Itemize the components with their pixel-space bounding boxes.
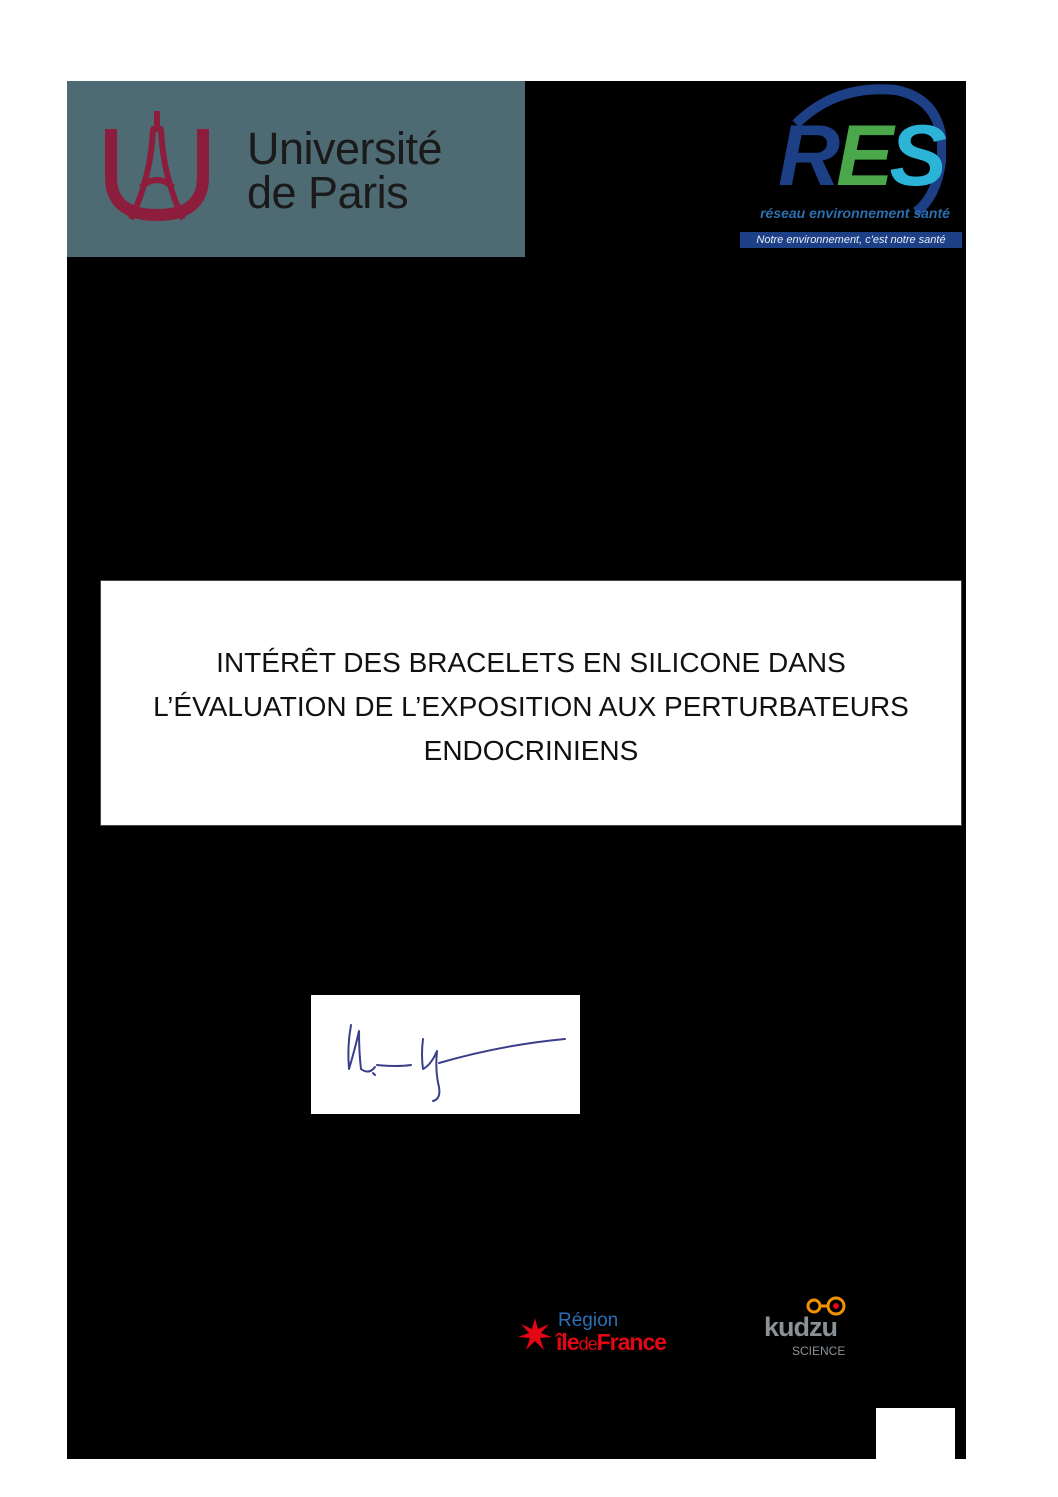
france-label: France (596, 1329, 667, 1355)
res-motto: Notre environnement, c'est notre santé (740, 232, 962, 248)
eiffel-u-logo-icon (97, 107, 217, 229)
handwritten-signature-icon (311, 995, 580, 1114)
page-number-box (876, 1408, 955, 1459)
de-label: de (578, 1334, 597, 1354)
res-letters: RES (778, 108, 943, 204)
ile-de-france-label (556, 1329, 666, 1357)
university-name (247, 123, 443, 218)
universite-de-paris-logo (67, 81, 525, 257)
title-line-2: L’ÉVALUATION DE L’EXPOSITION AUX PERTURBATEURS (153, 691, 909, 722)
kudzu-name: kudzu (764, 1312, 837, 1342)
kudzu-science-logo (760, 1296, 860, 1360)
title-line-1: INTÉRÊT DES BRACELETS EN SILICONE DANS (216, 647, 846, 678)
document-title (101, 641, 961, 773)
res-logo (738, 82, 966, 252)
title-line-3: ENDOCRINIENS (423, 735, 639, 766)
university-name-line2: de Paris (247, 167, 409, 218)
university-name-line1: Université (247, 123, 443, 174)
kudzu-subtitle: SCIENCE (792, 1344, 846, 1358)
signature-box (311, 995, 580, 1114)
region-ile-de-france-logo (518, 1310, 698, 1360)
star-icon (518, 1318, 552, 1352)
region-label: Région (558, 1310, 619, 1331)
ile-label: île (556, 1329, 579, 1355)
title-box (100, 580, 962, 826)
res-tagline: réseau environnement santé (760, 205, 950, 221)
